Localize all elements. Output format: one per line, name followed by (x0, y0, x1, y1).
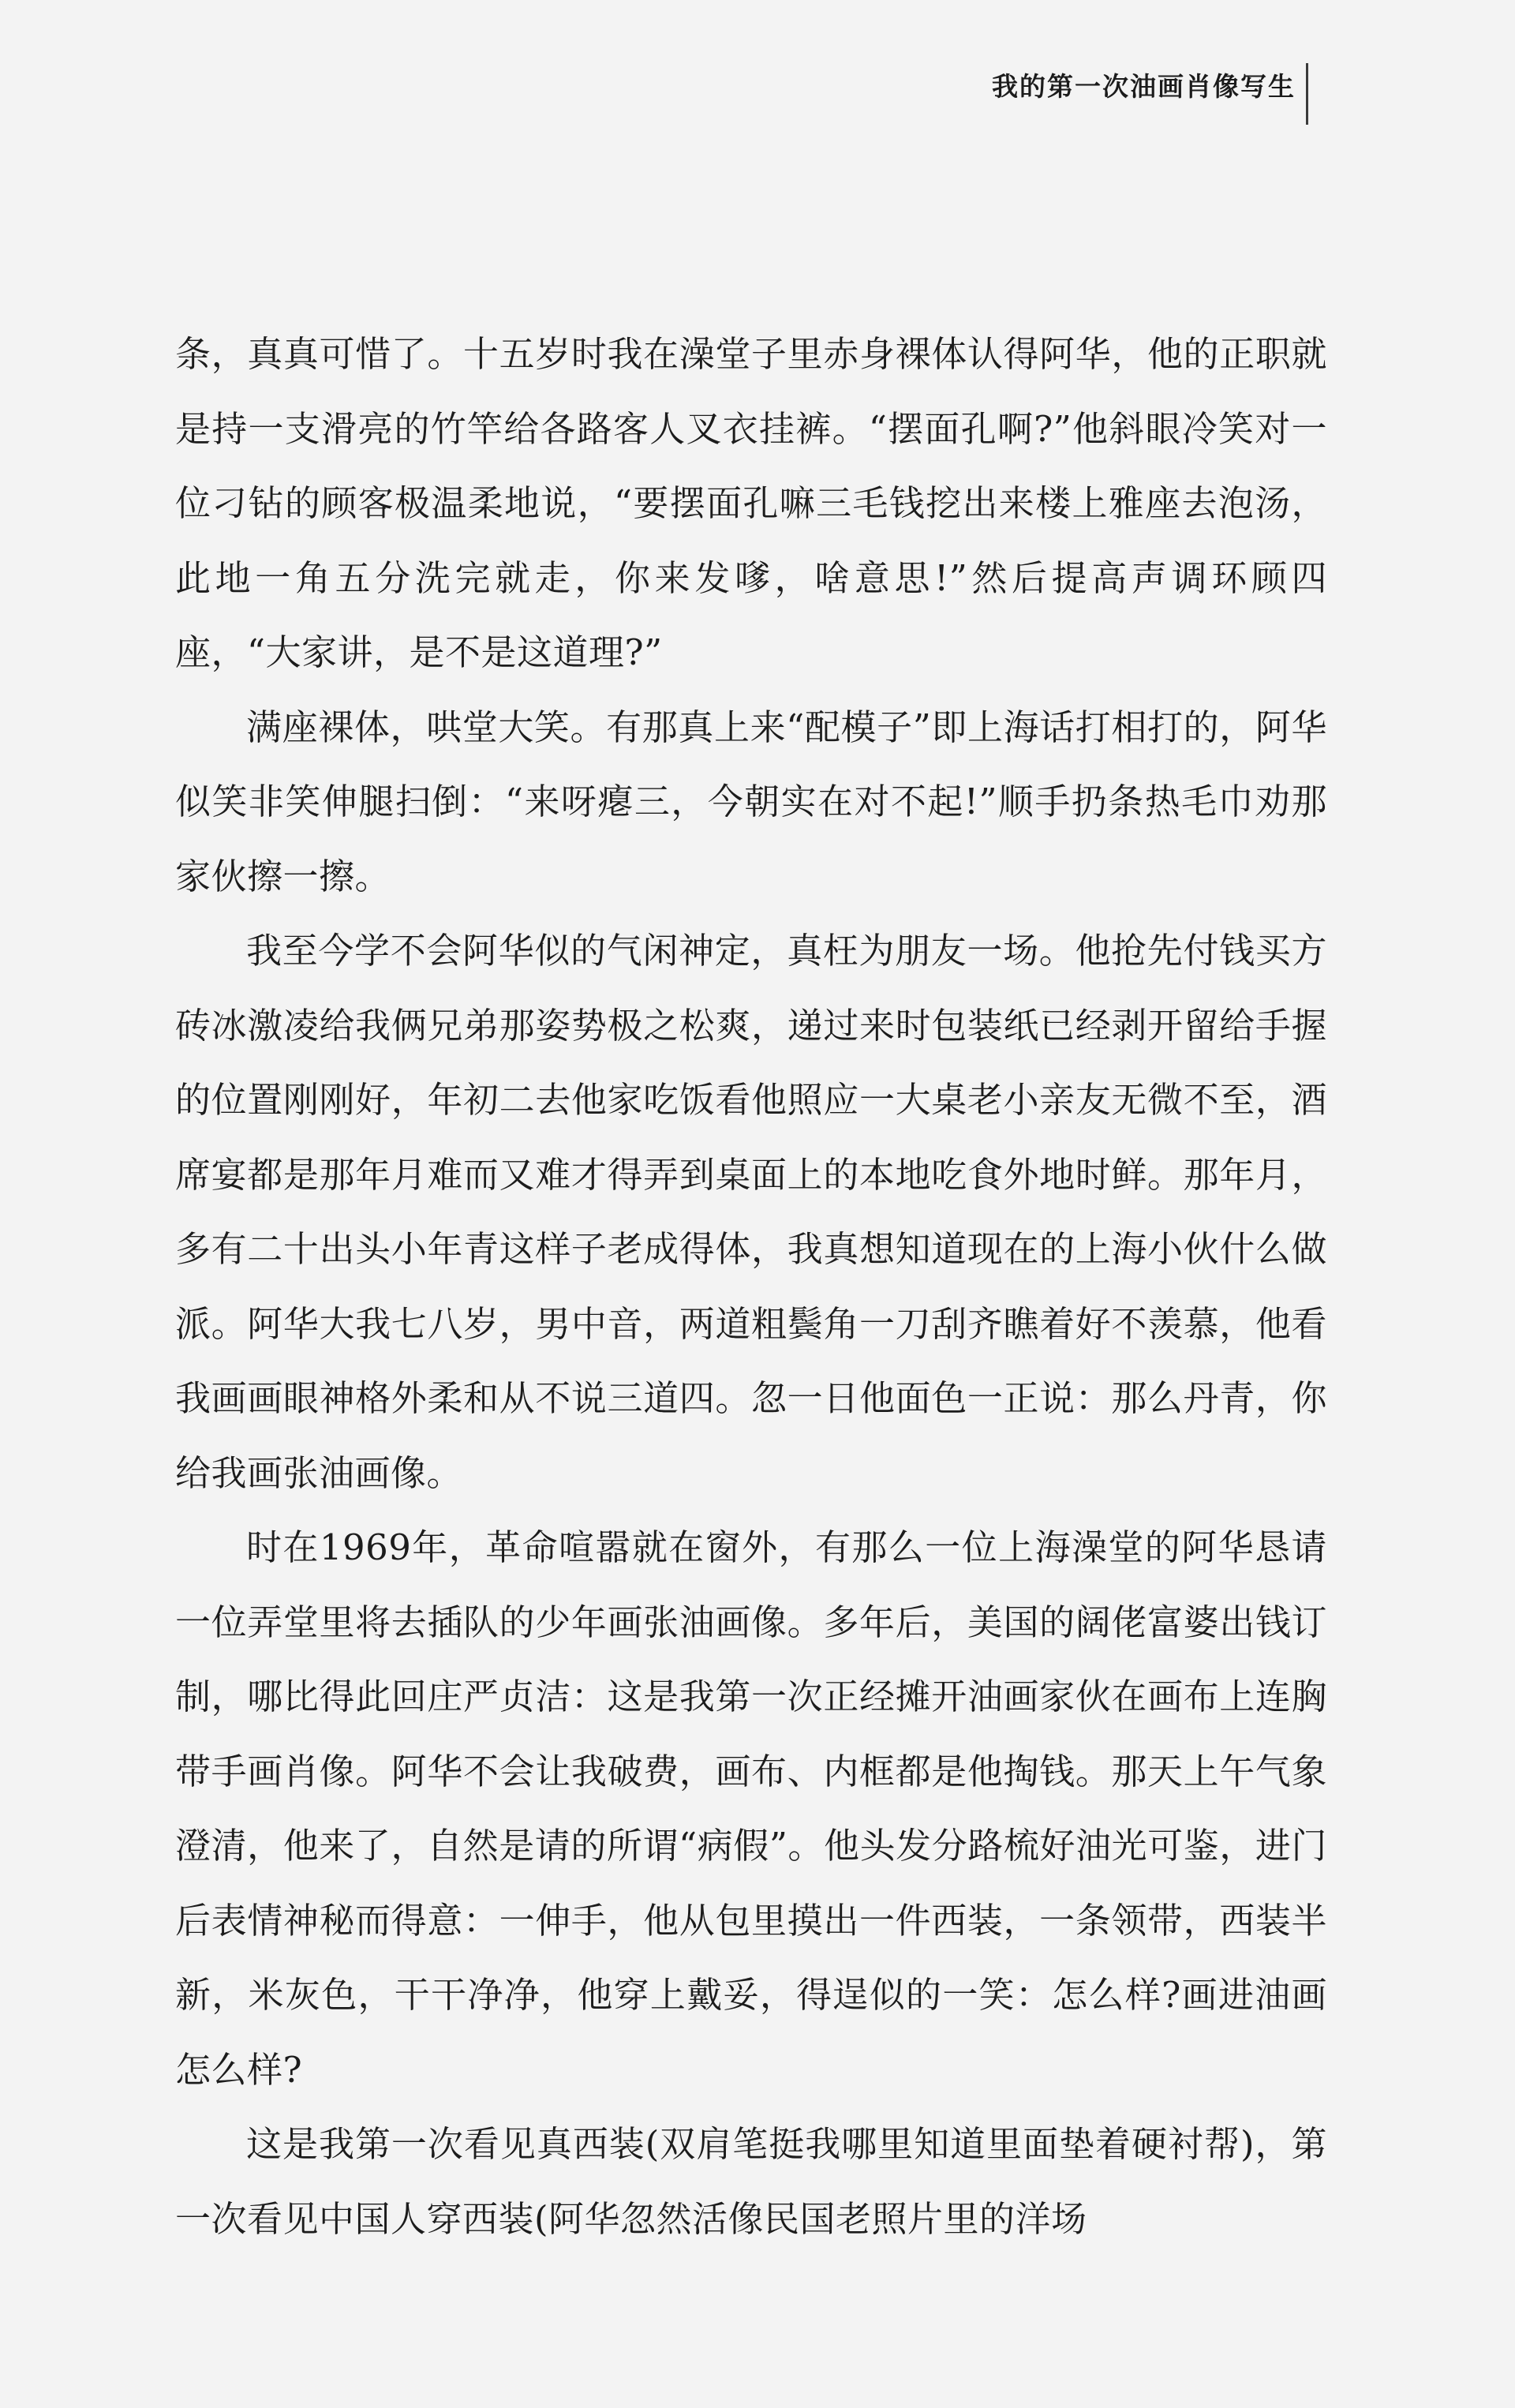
body-text (175, 317, 1327, 2256)
paragraph: 条，真真可惜了。十五岁时我在澡堂子里赤身裸体认得阿华，他的正职就是持一支滑亮的竹竿给各路客人叉衣挂裤。“摆面孔啊?”他斜眼冷笑对一位刁钻的顾客极温柔地说，“要摆面孔嘛三毛钱挖出来楼上雅座去泡汤，此地一角五分洗完就走，你来发嗲，啥意思!”然后提高声调环顾四座，“大家讲，是不是这道理?” (175, 333, 1327, 673)
running-header: 我的第一次油画肖像写生 (992, 71, 1296, 102)
paragraph: 这是我第一次看见真西装(双肩笔挺我哪里知道里面垫着硬衬帮)，第一次看见中国人穿西装(阿华忽然活像民国老照片里的洋场 (175, 2123, 1327, 2240)
paragraph: 满座裸体，哄堂大笑。有那真上来“配模子”即上海话打相打的，阿华似笑非笑伸腿扫倒：“来呀瘪三，今朝实在对不起!”顺手扔条热毛巾劝那家伙擦一擦。 (175, 706, 1327, 897)
paragraph: 我至今学不会阿华似的气闲神定，真枉为朋友一场。他抢先付钱买方砖冰激凌给我俩兄弟那姿势极之松爽，递过来时包装纸已经剥开留给手握的位置刚刚好，年初二去他家吃饭看他照应一大桌老小亲友无微不至，酒席宴都是那年月难而又难才得弄到桌面上的本地吃食外地时鲜。那年月，多有二十出头小年青这样子老成得体，我真想知道现在的上海小伙什么做派。阿华大我七八岁，男中音，两道粗鬓角一刀刮齐瞧着好不羡慕，他看我画画眼神格外柔和从不说三道四。忽一日他面色一正说：那么丹青，你给我画张油画像。 (175, 930, 1327, 1494)
header-divider (1306, 63, 1308, 125)
paragraph: 时在1969年，革命喧嚣就在窗外，有那么一位上海澡堂的阿华恳请一位弄堂里将去插队的少年画张油画像。多年后，美国的阔佬富婆出钱订制，哪比得此回庄严贞洁：这是我第一次正经摊开油画家伙在画布上连胸带手画肖像。阿华不会让我破费，画布、内框都是他掏钱。那天上午气象澄清，他来了，自然是请的所谓“病假”。他头发分路梳好油光可鉴，进门后表情神秘而得意：一伸手，他从包里摸出一件西装，一条领带，西装半新，米灰色，干干净净，他穿上戴妥，得逞似的一笑：怎么样?画进油画怎么样? (175, 1526, 1327, 2091)
